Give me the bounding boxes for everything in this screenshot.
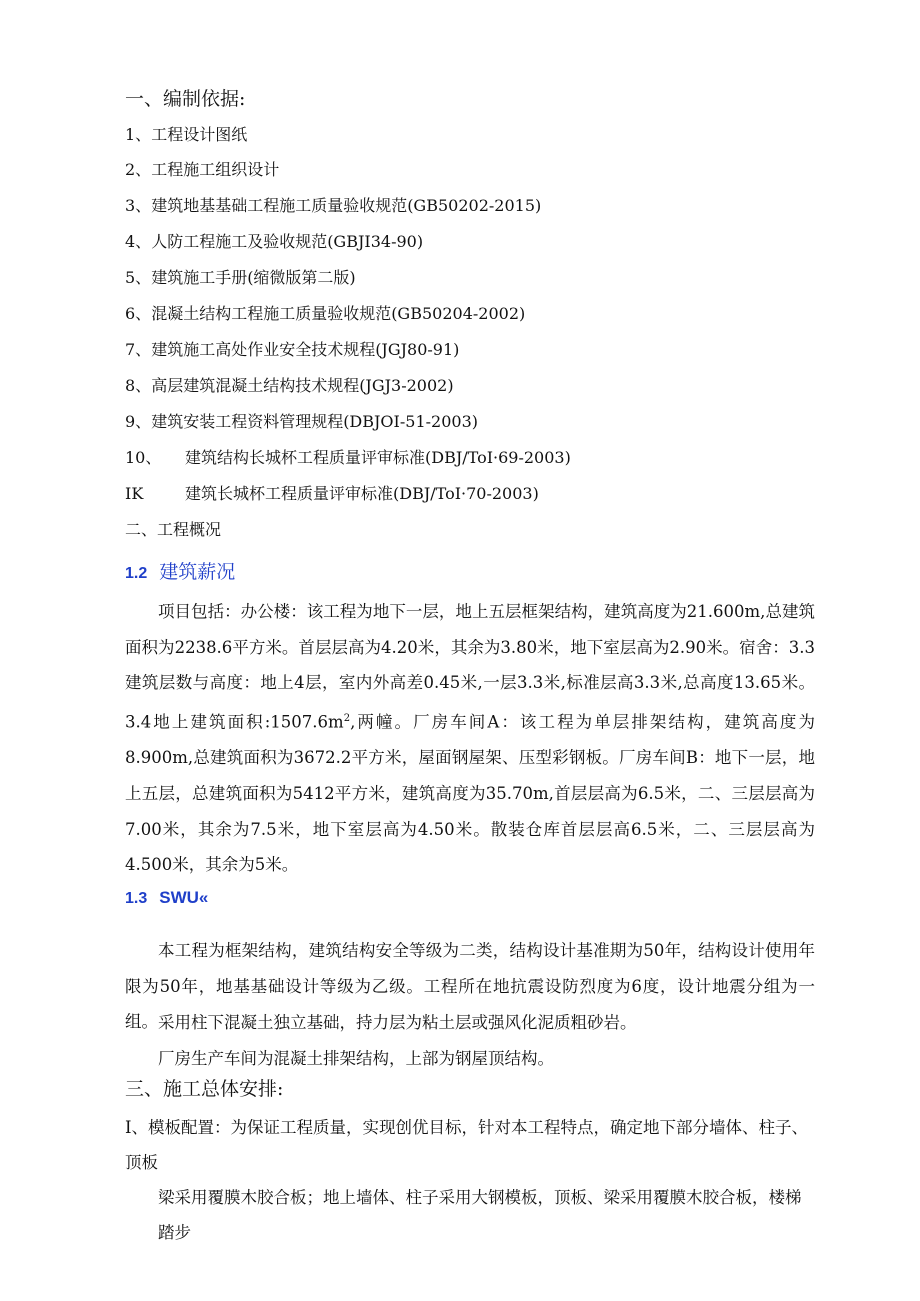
section-title: SWU«: [159, 888, 209, 907]
arrangement-title: 三、施工总体安排:: [125, 1078, 284, 1100]
basis-item-text: 工程设计图纸: [151, 125, 248, 144]
basis-item-text: 人防工程施工及验收规范(GBJI34-90): [151, 232, 424, 251]
section-number: 1.3: [125, 890, 148, 907]
basis-item-num: 8、: [125, 376, 152, 395]
basis-item-text: 建筑施工高处作业安全技术规程(JGJ80-91): [151, 340, 460, 359]
basis-item-num: 3、: [125, 196, 152, 215]
basis-item-num: 2、: [125, 160, 152, 179]
basis-item: [125, 303, 525, 325]
basis-item-num: 5、: [125, 268, 152, 287]
basis-item-text: 建筑施工手册(缩微版第二版): [151, 268, 356, 287]
item-text-line-2: 梁采用覆膜木胶合板；地上墙体、柱子采用大钢模板，顶板、梁采用覆膜木胶合板，楼梯踏步: [158, 1188, 802, 1242]
basis-item: [125, 231, 423, 253]
paragraph-text-b: ,两幢。厂房车间A：该工程为单层排架结构，建筑高度为8.900m,总建筑面积为3672.2平方米，屋面钢屋架、压型彩钢板。厂房车间B：地下一层，地上五层，总建筑面积为5412平方米，建筑高度为35.70m,首层层高为6.5米，二、三层层高为7.00米，其余为7.5米，地下室层高为4.50米。散装仓库首层层高6.5米，二、三层层高为4.500米，其余为5米。: [125, 712, 815, 875]
foundation-paragraph: 采用柱下混凝土独立基础，持力层为粘土层或强风化泥质粗砂岩。: [158, 1013, 637, 1032]
basis-item: [125, 339, 459, 361]
basis-title: 一、编制依据:: [125, 88, 246, 110]
basis-item-text: 工程施工组织设计: [151, 160, 280, 179]
section-heading-1-2: [125, 557, 235, 584]
section-title: 建筑薪况: [159, 562, 236, 583]
basis-item: [125, 375, 454, 397]
basis-item: [125, 195, 541, 217]
basis-item-text: 建筑结构长城杯工程质量评审标准(DBJ/ToI·69-2003): [185, 448, 571, 467]
basis-item: [125, 483, 539, 505]
basis-item: [125, 159, 279, 181]
basis-item-num: 1、: [125, 125, 152, 144]
item-text-line-1: 模板配置：为保证工程质量，实现创优目标，针对本工程特点，确定地下部分墙体、柱子、顶板: [125, 1118, 809, 1172]
section-heading-1-3: [125, 888, 208, 908]
basis-item-num: 7、: [125, 340, 152, 359]
basis-item: [125, 267, 356, 289]
workshop-paragraph: 厂房生产车间为混凝土排架结构，上部为钢屋顶结构。: [158, 1049, 554, 1068]
superscript: 2: [343, 713, 351, 725]
basis-item-num: 10、: [125, 448, 162, 467]
item-number: I、: [125, 1118, 149, 1137]
basis-item-text: 建筑安装工程资料管理规程(DBJOI-51-2003): [151, 412, 479, 431]
basis-item-num: 6、: [125, 304, 152, 323]
basis-item: [125, 124, 247, 146]
basis-item: [125, 447, 571, 469]
building-overview-paragraph: [125, 594, 815, 883]
basis-item-text: 高层建筑混凝土结构技术规程(JGJ3-2002): [151, 376, 454, 395]
basis-item-text: 建筑长城杯工程质量评审标准(DBJ/ToI·70-2003): [185, 484, 539, 503]
section-number: 1.2: [125, 565, 148, 582]
basis-item: [125, 411, 478, 433]
basis-item-text: 混凝土结构工程施工质量验收规范(GB50204-2002): [151, 304, 526, 323]
basis-item-text: 建筑地基基础工程施工质量验收规范(GB50202-2015): [151, 196, 542, 215]
structure-paragraph: 本工程为框架结构，建筑结构安全等级为二类，结构设计基准期为50年，结构设计使用年限为50年，地基基础设计等级为乙级。工程所在地抗震设防烈度为6度，设计地震分组为一组。: [125, 941, 815, 1032]
basis-item-num: 9、: [125, 412, 152, 431]
basis-item-num: 4、: [125, 232, 152, 251]
paragraph-text-a: 项目包括：办公楼：该工程为地下一层，地上五层框架结构，建筑高度为21.600m,总建筑面积为2238.6平方米。首层层高为4.20米，其余为3.80米，地下室层高为2.90米。宿舍：3.3建筑层数与高度：地上4层，室内外高差0.45米,一层3.3米,标准层高3.3米,总高度13.65米。3.4地上建筑面积:1507.6m: [125, 602, 815, 732]
formwork-item: [125, 1110, 815, 1250]
overview-title: 二、工程概况: [125, 520, 222, 539]
basis-item-num: IK: [125, 484, 144, 503]
